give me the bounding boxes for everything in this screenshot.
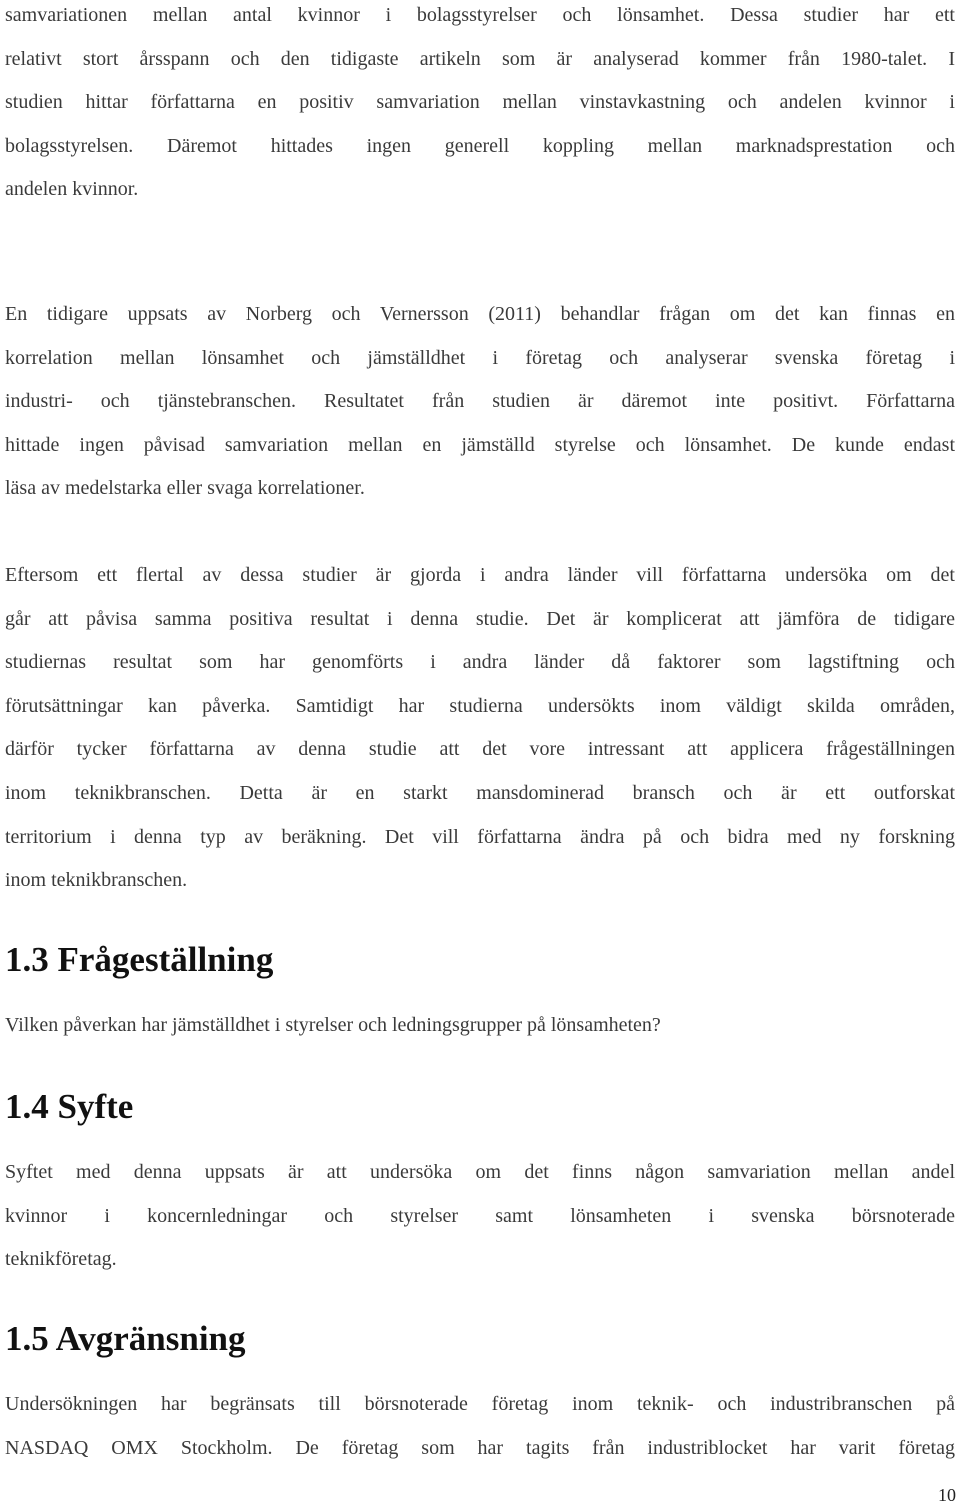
text-line: Syftet med denna uppsats är att undersöka om det finns någon samvariation mellan andel — [5, 1161, 955, 1183]
text-line: territorium i denna typ av beräkning. Det vill författarna ändra på och bidra med ny forskning — [5, 825, 955, 848]
text-line: relativt stort årsspann och den tidigaste artikeln som är analyserad kommer från 1980-talet. I — [5, 47, 955, 70]
section-heading-syfte: 1.4 Syfte — [5, 1087, 134, 1126]
page-number: 10 — [938, 1485, 956, 1505]
text-line: inom teknikbranschen. — [5, 869, 188, 892]
section-body-avgransning — [5, 1383, 955, 1470]
text-line: teknikföretag. — [5, 1248, 117, 1271]
text-line: En tidigare uppsats av Norberg och Vernersson (2011) behandlar frågan om det kan finnas en — [5, 303, 955, 325]
text-line: studiernas resultat som har genomförts i andra länder då faktorer som lagstiftning och — [5, 651, 955, 674]
text-line: Vilken påverkan har jämställdhet i styrelser och ledningsgrupper på lönsamheten? — [5, 1014, 661, 1036]
text-line: industri- och tjänstebranschen. Resultatet från studien är däremot inte positivt. Författarna — [5, 390, 955, 413]
text-line: andelen kvinnor. — [5, 178, 139, 201]
text-line: samvariationen mellan antal kvinnor i bolagsstyrelser och lönsamhet. Dessa studier har ett — [5, 4, 955, 26]
text-line: Eftersom ett flertal av dessa studier är gjorda i andra länder vill författarna undersöka om det — [5, 564, 955, 586]
text-line: korrelation mellan lönsamhet och jämställdhet i företag och analyserar svenska företag i — [5, 346, 955, 369]
section-body-syfte — [5, 1151, 955, 1282]
section-heading-avgransning: 1.5 Avgränsning — [5, 1319, 246, 1358]
text-line: hittade ingen påvisad samvariation mellan en jämställd styrelse och lönsamhet. De kunde endast — [5, 433, 955, 456]
section-heading-fragestallning: 1.3 Frågeställning — [5, 940, 274, 979]
text-line: därför tycker författarna av denna studie att det vore intressant att applicera frågeställningen — [5, 738, 955, 761]
body-paragraph-1 — [5, 0, 955, 212]
text-line: studien hittar författarna en positiv samvariation mellan vinstavkastning och andelen kvinnor i — [5, 91, 955, 114]
text-line: bolagsstyrelsen. Däremot hittades ingen generell koppling mellan marknadsprestation och — [5, 134, 955, 157]
text-line: NASDAQ OMX Stockholm. De företag som har tagits från industriblocket har varit företag — [5, 1436, 955, 1459]
text-line: förutsättningar kan påverka. Samtidigt har studierna undersökts inom väldigt skilda områden, — [5, 694, 955, 717]
text-line: kvinnor i koncernledningar och styrelser samt lönsamheten i svenska börsnoterade — [5, 1204, 955, 1227]
text-line: inom teknikbranschen. Detta är en starkt mansdominerad bransch och är ett outforskat — [5, 781, 955, 804]
text-line: läsa av medelstarka eller svaga korrelationer. — [5, 477, 365, 500]
section-body-fragestallning — [5, 1004, 955, 1048]
text-line: går att påvisa samma positiva resultat i denna studie. Det är komplicerat att jämföra de tidigare — [5, 607, 955, 630]
body-paragraph-3 — [5, 554, 955, 903]
body-paragraph-2 — [5, 293, 955, 511]
text-line: Undersökningen har begränsats till börsnoterade företag inom teknik- och industribranschen på — [5, 1393, 955, 1415]
